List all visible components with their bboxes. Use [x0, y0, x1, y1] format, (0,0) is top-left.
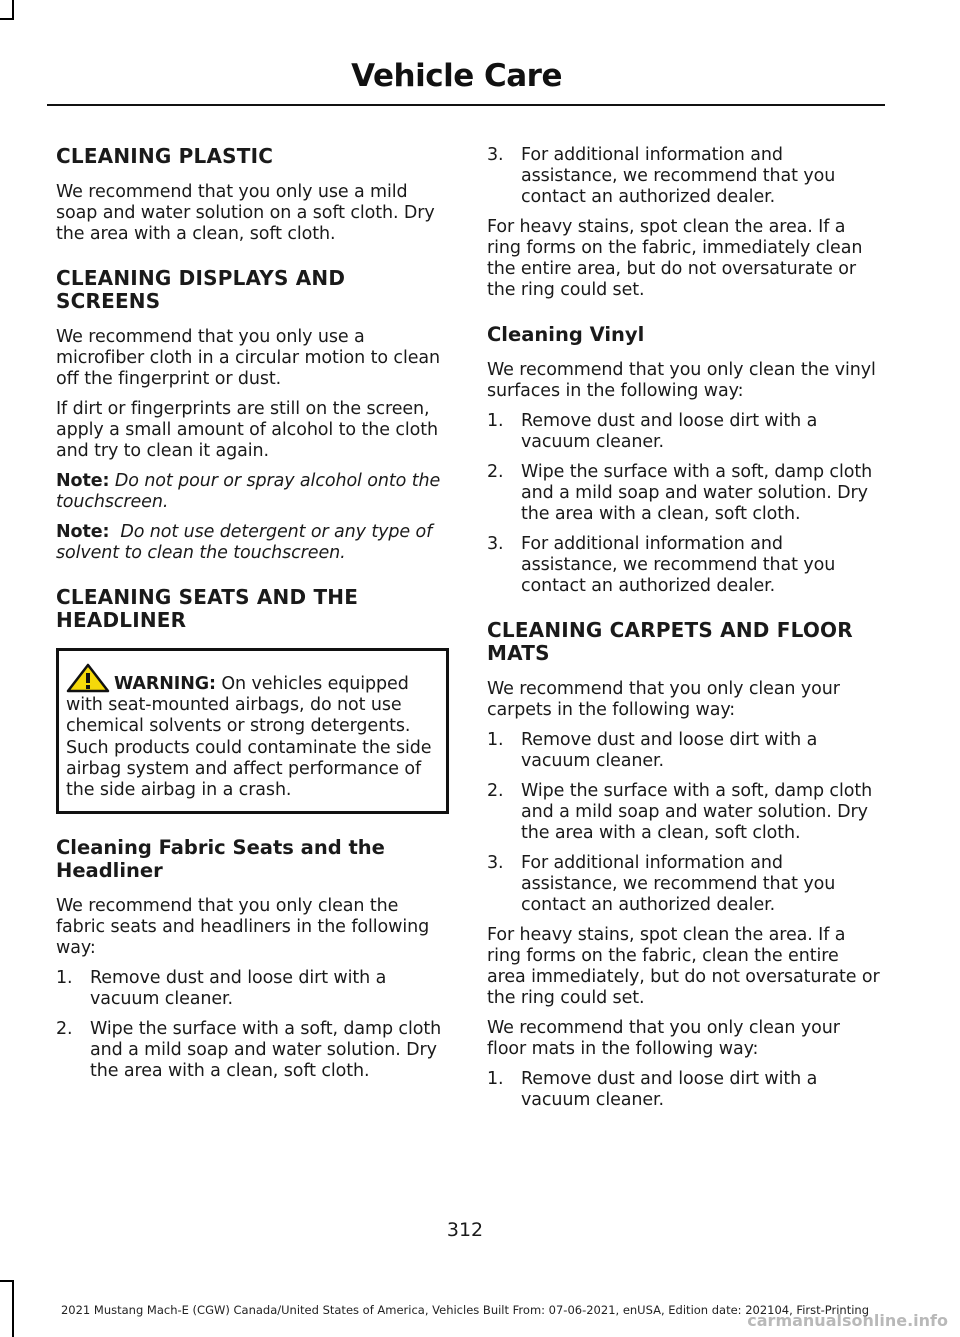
list-number: 1.: [487, 730, 504, 750]
list-item: [487, 730, 880, 772]
note: [56, 471, 449, 513]
steps-list: [487, 1069, 880, 1111]
paragraph: For heavy stains, spot clean the area. If a ring forms on the fabric, immediately clean the entire area, but do not oversaturate or the ring could set.: [487, 217, 863, 300]
list-number: 2.: [487, 462, 504, 482]
list-item: [487, 853, 880, 916]
list-number: 3.: [487, 145, 504, 165]
right-column: [487, 145, 880, 1120]
list-text: Remove dust and loose dirt with a vacuum cleaner.: [521, 730, 818, 771]
list-text: Remove dust and loose dirt with a vacuum cleaner.: [521, 1069, 818, 1110]
steps-list: [487, 730, 880, 916]
steps-list: [56, 968, 449, 1082]
list-text: Remove dust and loose dirt with a vacuum cleaner.: [521, 411, 818, 452]
list-number: 3.: [487, 853, 504, 873]
paragraph: We recommend that you only clean your floor mats in the following way:: [487, 1018, 840, 1059]
section-title-cleaning-carpets: CLEANING CARPETS AND FLOOR MATS: [487, 618, 853, 665]
list-text: Wipe the surface with a soft, damp cloth and a mild soap and water solution. Dry the area with a clean, soft cloth.: [90, 1019, 442, 1082]
list-item: [487, 1069, 880, 1111]
list-item: [487, 145, 880, 208]
list-text: Wipe the surface with a soft, damp cloth and a mild soap and water solution. Dry the area with a clean, soft cloth.: [521, 462, 873, 524]
warning-paragraph: [66, 663, 440, 801]
note: [56, 522, 449, 564]
crop-mark: [0, 18, 14, 20]
list-item: [487, 781, 880, 844]
list-number: 1.: [56, 968, 73, 989]
note-label: Note:: [56, 471, 110, 491]
list-number: 1.: [487, 411, 504, 431]
warning-label: WARNING:: [114, 674, 216, 694]
list-number: 2.: [487, 781, 504, 801]
warning-text: On vehicles equipped with seat-mounted airbags, do not use chemical solvents or strong detergents. Such products could contaminate the side airbag system and affect performance of the side airbag in a crash.: [66, 674, 432, 801]
list-item: [56, 968, 449, 1010]
paragraph: We recommend that you only clean the vinyl surfaces in the following way:: [487, 360, 876, 401]
steps-list: [487, 145, 880, 208]
section-title-cleaning-displays: CLEANING DISPLAYS AND SCREENS: [56, 266, 346, 313]
list-number: 3.: [487, 534, 504, 554]
list-item: [56, 1019, 449, 1082]
paragraph: We recommend that you only clean the fabric seats and headliners in the following way:: [56, 896, 430, 959]
section-title-cleaning-plastic: CLEANING PLASTIC: [56, 144, 274, 168]
steps-list: [487, 411, 880, 597]
paragraph: We recommend that you only use a microfiber cloth in a circular motion to clean off the fingerprint or dust.: [56, 327, 440, 389]
subsection-title-cleaning-vinyl: Cleaning Vinyl: [487, 323, 645, 346]
warning-triangle-icon: [66, 663, 110, 693]
paragraph: We recommend that you only use a mild soap and water solution on a soft cloth. Dry the area with a clean, soft cloth.: [56, 182, 435, 244]
paragraph: For heavy stains, spot clean the area. If a ring forms on the fabric, clean the entire area immediately, but do not oversaturate or the ring could set.: [487, 925, 880, 1008]
note-text: Do not use detergent or any type of solvent to clean the touchscreen.: [56, 522, 433, 563]
list-text: For additional information and assistance, we recommend that you contact an authorized dealer.: [521, 534, 836, 596]
left-column: [56, 145, 449, 1091]
paragraph: We recommend that you only clean your carpets in the following way:: [487, 679, 840, 720]
page-header-title: Vehicle Care: [351, 58, 562, 94]
crop-mark: [0, 1280, 14, 1282]
header-divider: [47, 104, 885, 106]
list-text: For additional information and assistance, we recommend that you contact an authorized dealer.: [521, 853, 836, 915]
paragraph: If dirt or fingerprints are still on the screen, apply a small amount of alcohol to the cloth and try to clean it again.: [56, 399, 438, 461]
list-text: Wipe the surface with a soft, damp cloth and a mild soap and water solution. Dry the area with a clean, soft cloth.: [521, 781, 873, 843]
note-label: Note:: [56, 522, 110, 542]
list-item: [487, 411, 880, 453]
watermark: carmanualsonline.info: [747, 1311, 948, 1330]
page-footer: 2021 Mustang Mach-E (CGW) Canada/United States of America, Vehicles Built From: 07-06-2021, enUSA, Edition date: 202104, First-Printing: [60, 1303, 869, 1317]
subsection-title-fabric-seats: Cleaning Fabric Seats and the Headliner: [56, 836, 385, 883]
page-number: 312: [446, 1219, 484, 1241]
warning-box: [56, 648, 449, 814]
list-text: For additional information and assistance, we recommend that you contact an authorized dealer.: [521, 145, 836, 207]
crop-mark: [12, 0, 14, 20]
list-number: 1.: [487, 1069, 504, 1089]
note-text: Do not pour or spray alcohol onto the touchscreen.: [56, 471, 441, 512]
list-item: [487, 534, 880, 597]
list-number: 2.: [56, 1019, 73, 1040]
section-title-cleaning-seats: CLEANING SEATS AND THE HEADLINER: [56, 585, 359, 632]
list-item: [487, 462, 880, 525]
list-text: Remove dust and loose dirt with a vacuum cleaner.: [90, 968, 387, 1010]
